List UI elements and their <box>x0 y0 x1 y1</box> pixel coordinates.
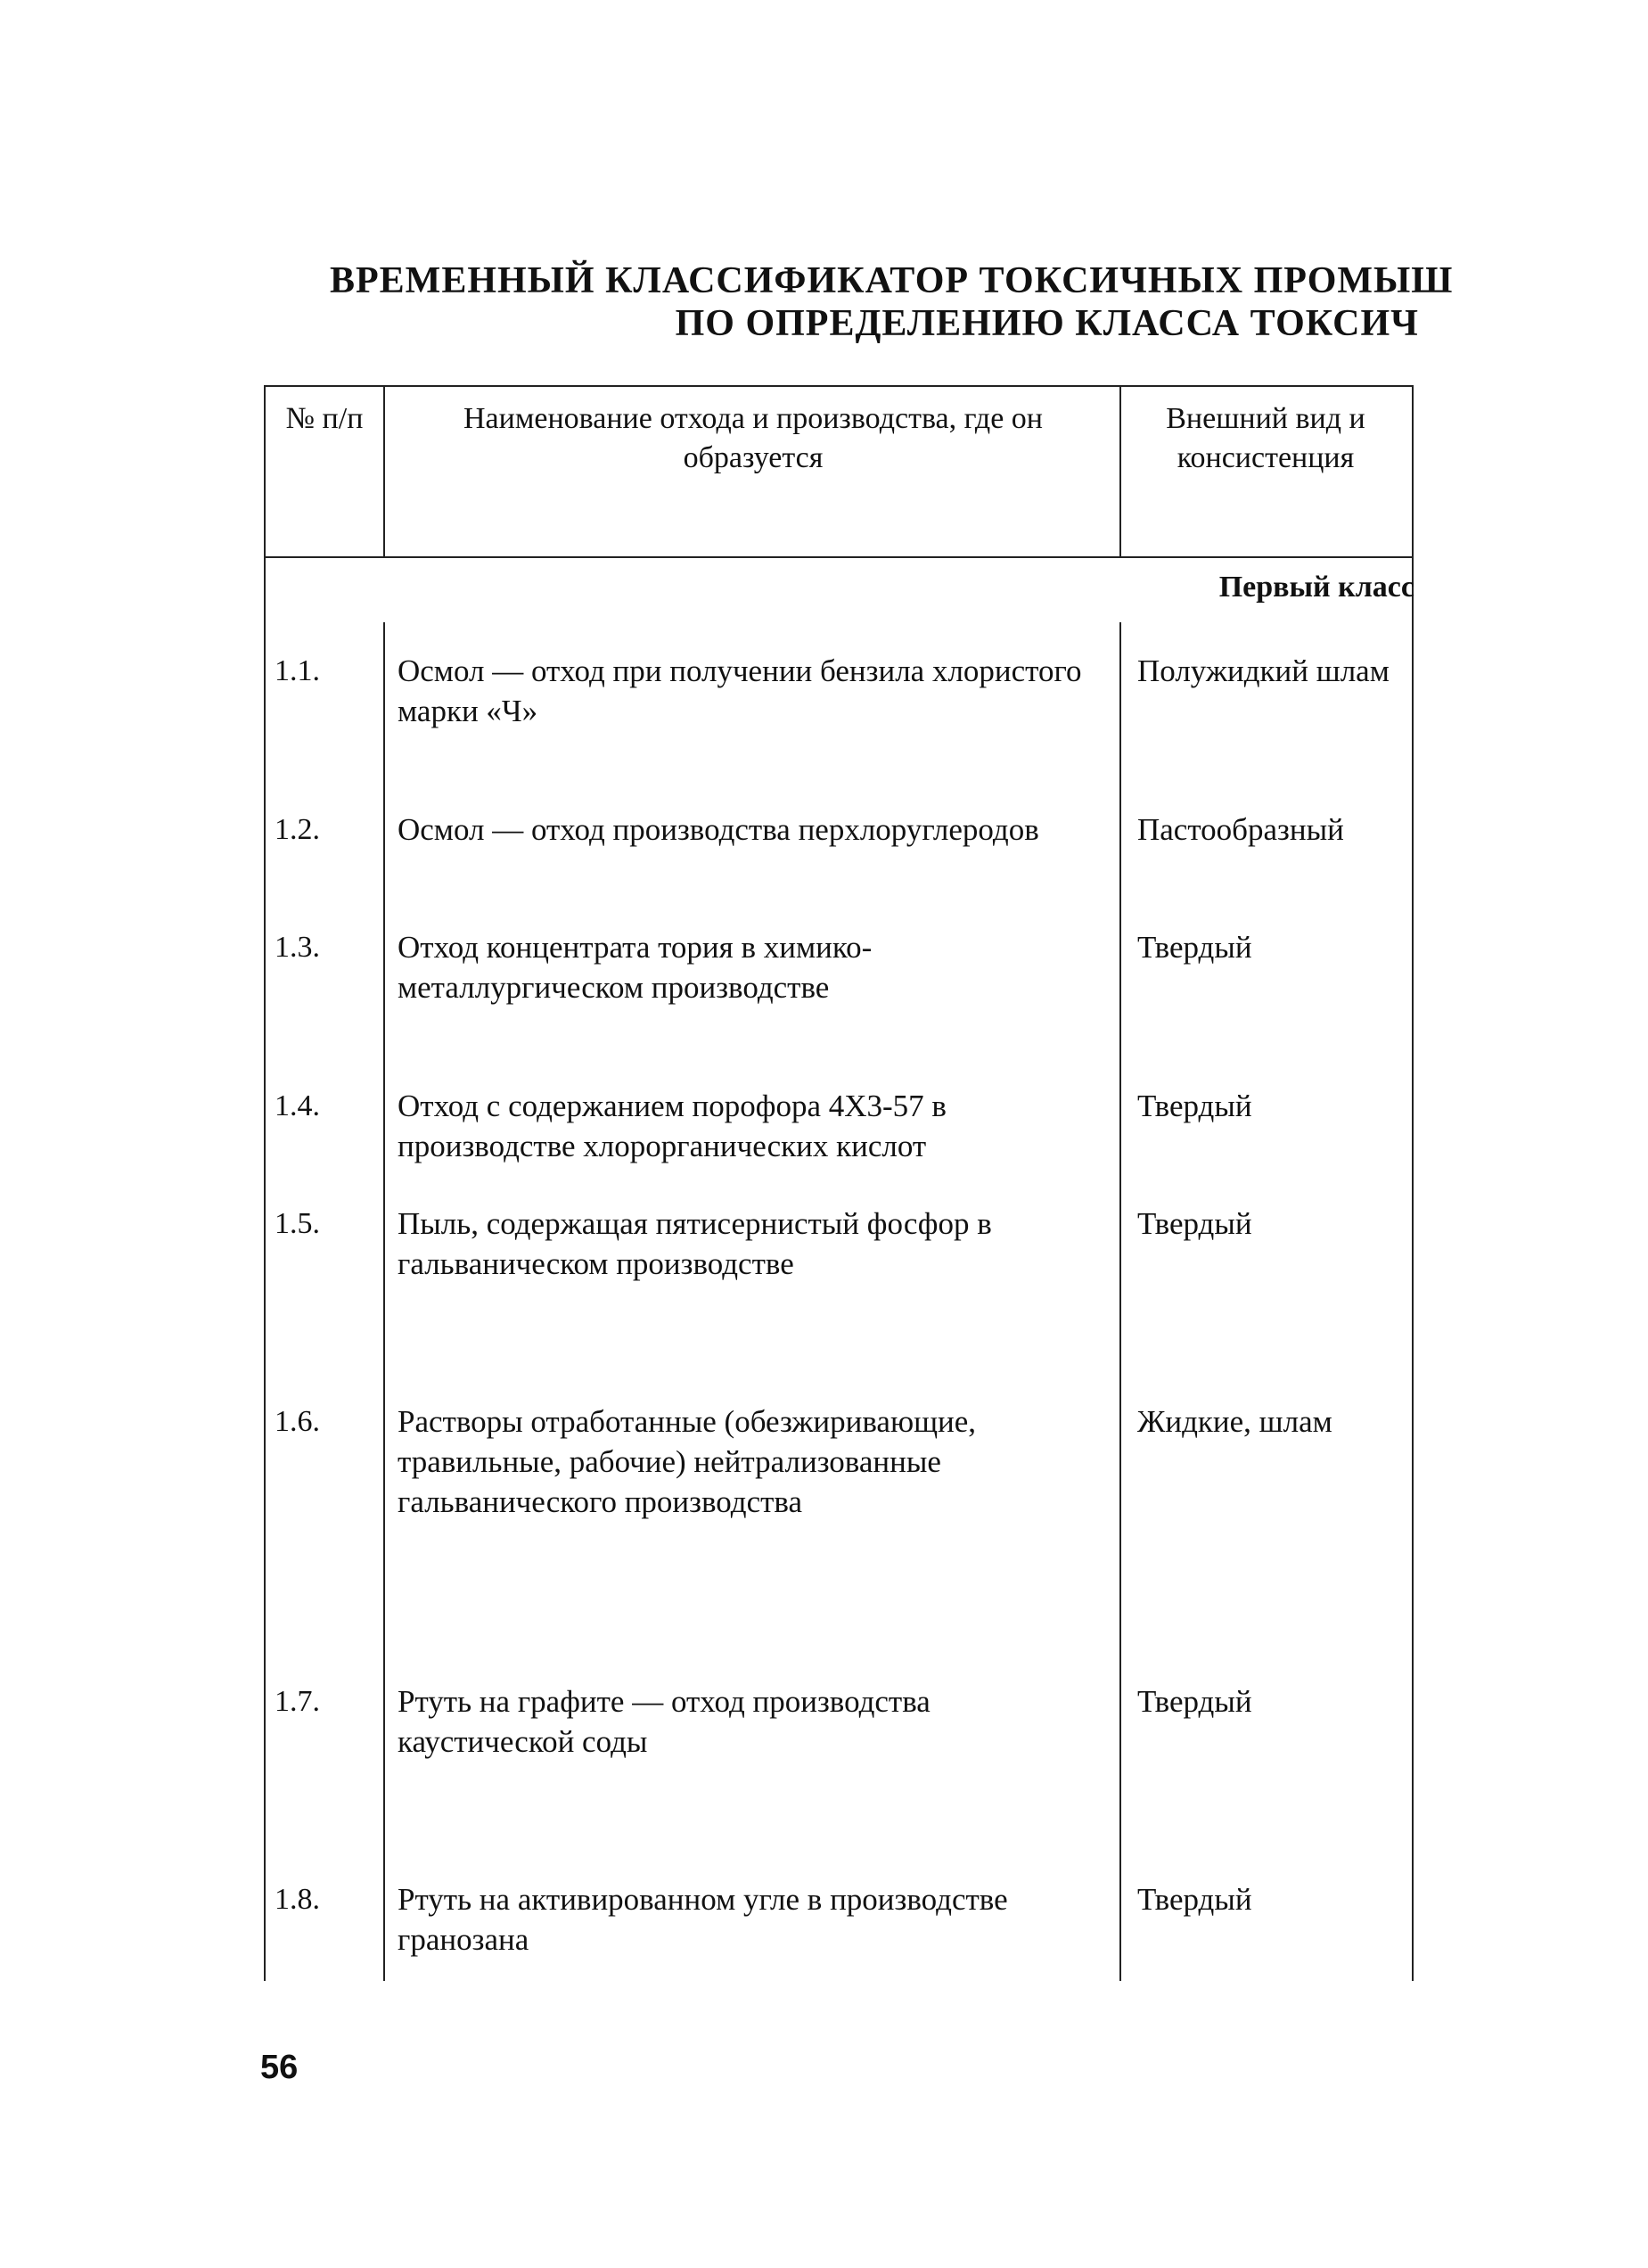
row-number: 1.2. <box>275 813 320 846</box>
row-waste-name: Отход с содержанием порофора 4Х3-57 в производстве хлорорганических кислот <box>398 1089 947 1163</box>
header-name: Наименование отхода и производства, где он образуется <box>463 402 1043 474</box>
header-number: № п/п <box>285 402 364 435</box>
header-appearance: Внешний вид и консистенция <box>1166 402 1365 474</box>
row-number: 1.4. <box>275 1089 320 1122</box>
row-appearance: Твердый <box>1137 1684 1252 1719</box>
table-header-bottom-border <box>264 556 1414 558</box>
table-left-border <box>264 385 266 1981</box>
header-divider-2 <box>1119 385 1121 558</box>
body-divider-1 <box>383 622 385 1981</box>
row-appearance: Твердый <box>1137 1206 1252 1241</box>
row-appearance: Жидкие, шлам <box>1137 1404 1332 1439</box>
row-waste-name: Растворы отработанные (обезжиривающие, травильные, рабочие) нейтрализованные гальванического производства <box>398 1404 977 1519</box>
row-waste-name: Пыль, содержащая пятисернистый фосфор в гальваническом производстве <box>398 1206 992 1281</box>
row-number: 1.3. <box>275 931 320 964</box>
body-divider-2 <box>1119 622 1121 1981</box>
document-title-line-2: ПО ОПРЕДЕЛЕНИЮ КЛАССА ТОКСИЧ <box>675 303 1419 344</box>
row-waste-name: Осмол — отход при получении бензила хлористого марки «Ч» <box>398 653 1082 728</box>
header-divider-1 <box>383 385 385 558</box>
row-waste-name: Ртуть на активированном угле в производстве гранозана <box>398 1882 1008 1957</box>
row-waste-name: Осмол — отход производства перхлоруглеродов <box>398 812 1039 847</box>
row-number: 1.5. <box>275 1207 320 1240</box>
document-title-line-1: ВРЕМЕННЫЙ КЛАССИФИКАТОР ТОКСИЧНЫХ ПРОМЫШ <box>330 260 1454 301</box>
row-waste-name: Ртуть на графите — отход производства каустической соды <box>398 1684 931 1759</box>
table-right-border <box>1412 385 1414 1981</box>
row-appearance: Твердый <box>1137 930 1252 965</box>
row-number: 1.7. <box>275 1685 320 1718</box>
row-number: 1.6. <box>275 1405 320 1438</box>
row-appearance: Пастообразный <box>1137 812 1344 847</box>
row-number: 1.1. <box>275 654 320 687</box>
table-top-border <box>264 385 1414 387</box>
page-number: 56 <box>260 2049 299 2086</box>
class-label: Первый класс <box>1218 571 1414 604</box>
row-waste-name: Отход концентрата тория в химико-металлургическом производстве <box>398 930 873 1005</box>
row-appearance: Твердый <box>1137 1089 1252 1123</box>
row-number: 1.8. <box>275 1883 320 1916</box>
row-appearance: Твердый <box>1137 1882 1252 1917</box>
row-appearance: Полужидкий шлам <box>1137 653 1390 688</box>
